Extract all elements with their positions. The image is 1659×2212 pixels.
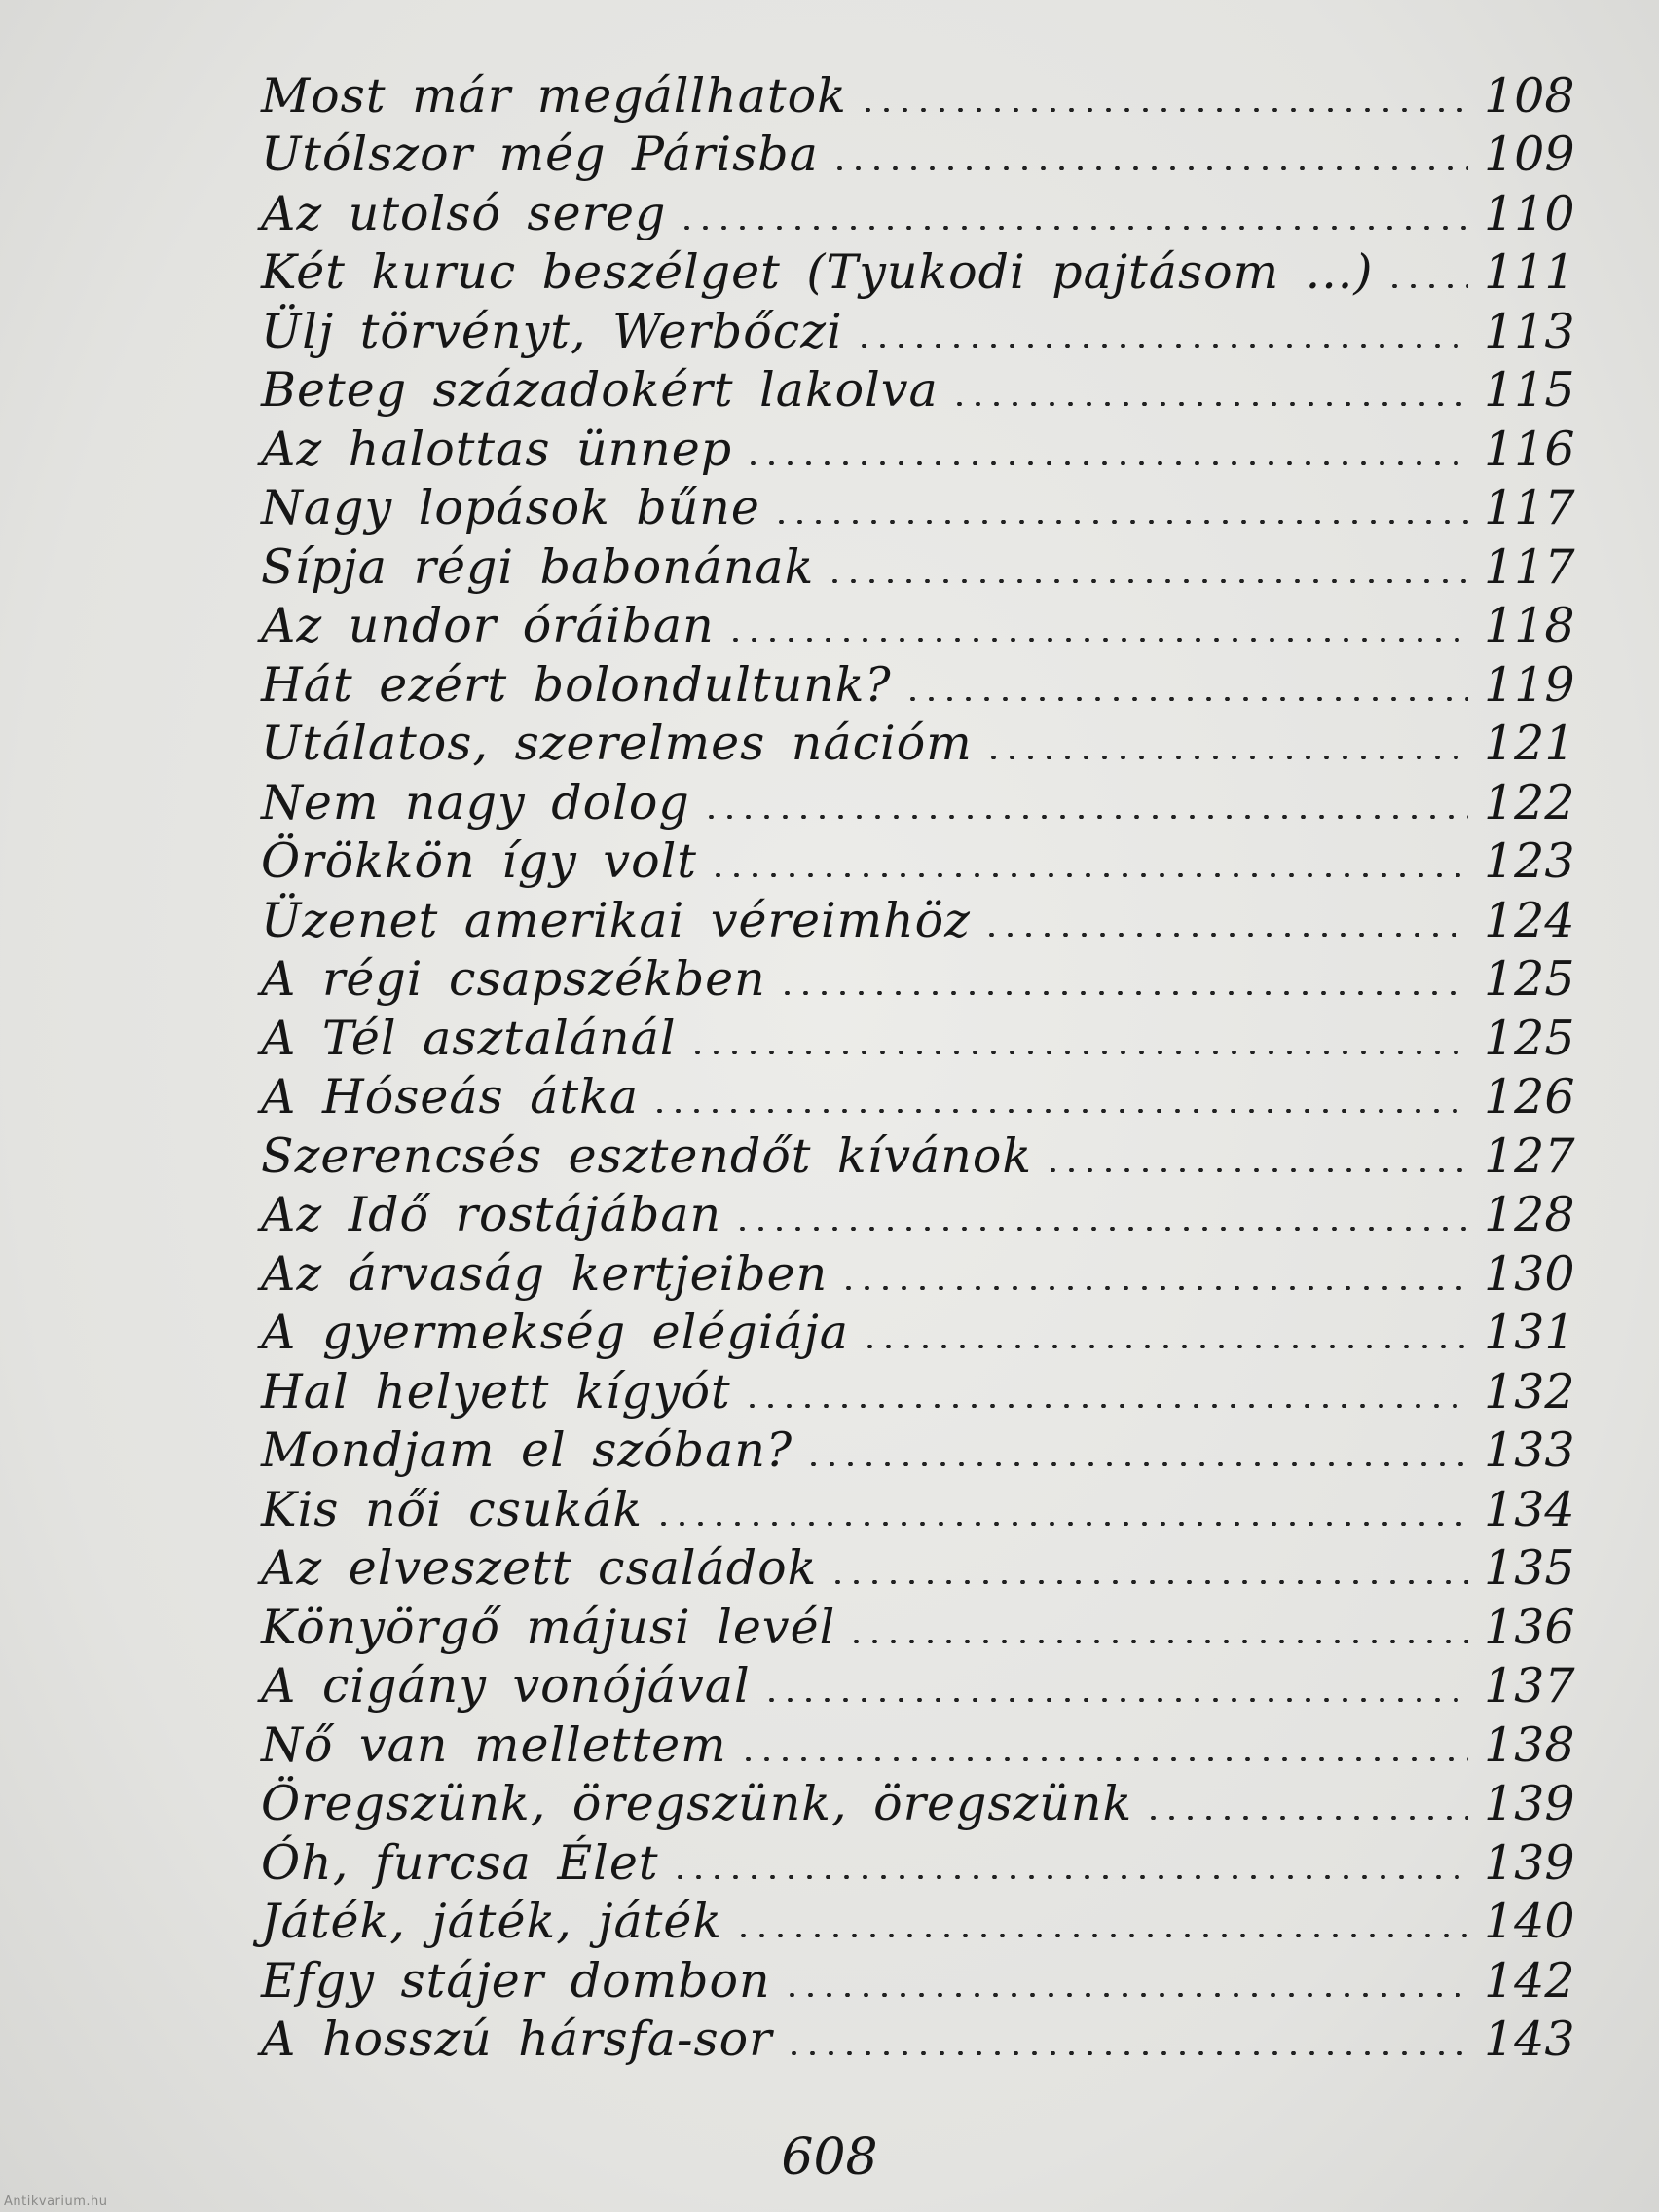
dot-leader bbox=[829, 1580, 1468, 1584]
entry-page-number: 126 bbox=[1484, 1069, 1575, 1124]
entry-title: Nagy lopások bűne bbox=[261, 480, 760, 535]
entry-page-number: 143 bbox=[1484, 2011, 1575, 2067]
entry-page-number: 113 bbox=[1484, 303, 1575, 359]
entry-page-number: 125 bbox=[1484, 951, 1575, 1007]
entry-page-number: 142 bbox=[1484, 1952, 1575, 2009]
entry-page-number: 122 bbox=[1484, 774, 1575, 830]
entry-page-number: 139 bbox=[1484, 1834, 1575, 1891]
dot-leader bbox=[726, 638, 1468, 642]
dot-leader bbox=[847, 1640, 1468, 1643]
toc-entry bbox=[261, 1710, 1575, 1773]
toc-entry bbox=[261, 414, 1575, 477]
entry-title: Az undor óráiban bbox=[261, 598, 715, 653]
entry-title: Az árvaság kertjeiben bbox=[261, 1245, 829, 1302]
entry-page-number: 131 bbox=[1484, 1305, 1575, 1360]
entry-page-number: 111 bbox=[1484, 244, 1575, 300]
entry-page-number: 116 bbox=[1484, 421, 1575, 477]
entry-title: Az elveszett családok bbox=[261, 1540, 818, 1596]
entry-title: Az Idő rostájában bbox=[261, 1187, 722, 1242]
dot-leader bbox=[861, 1345, 1468, 1348]
toc-entry bbox=[261, 1238, 1575, 1302]
dot-leader bbox=[859, 108, 1468, 112]
toc-entry bbox=[261, 296, 1575, 359]
watermark: Antikvarium.hu bbox=[4, 2194, 108, 2209]
dot-leader bbox=[671, 1875, 1468, 1879]
dot-leader bbox=[709, 873, 1468, 877]
toc-entry bbox=[261, 1356, 1575, 1419]
toc-entry bbox=[261, 885, 1575, 948]
dot-leader bbox=[702, 815, 1468, 819]
dot-leader bbox=[839, 1286, 1468, 1290]
entry-title: Hal helyett kígyót bbox=[261, 1363, 731, 1419]
entry-title: Óh, furcsa Élet bbox=[261, 1834, 659, 1891]
entry-page-number: 139 bbox=[1484, 1776, 1575, 1831]
toc-entry bbox=[261, 178, 1575, 241]
entry-title: A gyermekség elégiája bbox=[261, 1305, 849, 1360]
dot-leader bbox=[678, 226, 1468, 230]
entry-title: A Hóseás átka bbox=[261, 1069, 640, 1124]
entry-title: Utólszor még Párisba bbox=[261, 127, 819, 182]
entry-title: Könyörgő májusi levél bbox=[261, 1599, 836, 1655]
dot-leader bbox=[650, 1109, 1468, 1113]
toc-entry bbox=[261, 591, 1575, 653]
entry-page-number: 115 bbox=[1484, 362, 1575, 418]
entry-page-number: 123 bbox=[1484, 833, 1575, 889]
toc-entry bbox=[261, 532, 1575, 595]
toc-entry bbox=[261, 709, 1575, 771]
toc-entry bbox=[261, 1416, 1575, 1478]
entry-title: A régi csapszékben bbox=[261, 951, 766, 1007]
toc-entry bbox=[261, 473, 1575, 535]
dot-leader bbox=[1144, 1816, 1468, 1820]
entry-page-number: 118 bbox=[1484, 598, 1575, 653]
entry-title: Ülj törvényt, Werbőczi bbox=[261, 303, 843, 359]
dot-leader bbox=[762, 1698, 1468, 1702]
entry-title: Szerencsés esztendőt kívánok bbox=[261, 1127, 1033, 1184]
entry-title: Az utolsó sereg bbox=[261, 185, 667, 241]
toc-entry bbox=[261, 1827, 1575, 1891]
entry-title: Kis női csukák bbox=[261, 1481, 644, 1537]
toc-entry bbox=[261, 944, 1575, 1007]
toc-entry bbox=[261, 120, 1575, 182]
toc-entry bbox=[261, 1062, 1575, 1124]
dot-leader bbox=[743, 1404, 1468, 1408]
dot-leader bbox=[734, 1934, 1468, 1937]
dot-leader bbox=[785, 2051, 1468, 2055]
entry-title: Efgy stájer dombon bbox=[261, 1952, 771, 2009]
toc-entry bbox=[261, 1180, 1575, 1242]
dot-leader bbox=[654, 1522, 1468, 1526]
entry-title: Nő van mellettem bbox=[261, 1716, 727, 1773]
table-of-contents bbox=[261, 60, 1575, 2067]
entry-page-number: 109 bbox=[1484, 127, 1575, 182]
toc-entry bbox=[261, 1887, 1575, 1949]
entry-title: A Tél asztalánál bbox=[261, 1010, 677, 1066]
toc-entry bbox=[261, 60, 1575, 124]
dot-leader bbox=[778, 991, 1468, 995]
toc-entry bbox=[261, 2005, 1575, 2067]
entry-title: Öregszünk, öregszünk, öregszünk bbox=[261, 1776, 1133, 1831]
toc-entry bbox=[261, 355, 1575, 418]
entry-page-number: 121 bbox=[1484, 716, 1575, 771]
toc-entry bbox=[261, 1121, 1575, 1184]
toc-entry bbox=[261, 1003, 1575, 1066]
entry-page-number: 132 bbox=[1484, 1363, 1575, 1419]
dot-leader bbox=[984, 756, 1468, 759]
dot-leader bbox=[1044, 1168, 1468, 1172]
entry-title: Beteg századokért lakolva bbox=[261, 362, 939, 418]
entry-title: Üzenet amerikai véreimhöz bbox=[261, 892, 971, 948]
entry-title: Nem nagy dolog bbox=[261, 774, 690, 830]
entry-page-number: 127 bbox=[1484, 1127, 1575, 1184]
entry-page-number: 124 bbox=[1484, 892, 1575, 948]
dot-leader bbox=[744, 461, 1468, 465]
entry-title: Most már megállhatok bbox=[261, 67, 847, 124]
entry-title: Az halottas ünnep bbox=[261, 421, 733, 477]
toc-entry bbox=[261, 1945, 1575, 2009]
entry-title: Sípja régi babonának bbox=[261, 538, 815, 595]
entry-page-number: 119 bbox=[1484, 656, 1575, 713]
toc-entry bbox=[261, 1474, 1575, 1537]
toc-entry bbox=[261, 1592, 1575, 1655]
entry-page-number: 125 bbox=[1484, 1010, 1575, 1066]
dot-leader bbox=[855, 344, 1468, 348]
toc-entry bbox=[261, 827, 1575, 889]
entry-page-number: 137 bbox=[1484, 1658, 1575, 1714]
entry-page-number: 117 bbox=[1484, 538, 1575, 595]
entry-page-number: 117 bbox=[1484, 480, 1575, 535]
entry-page-number: 110 bbox=[1484, 185, 1575, 241]
dot-leader bbox=[772, 520, 1468, 524]
dot-leader bbox=[783, 1993, 1468, 1997]
entry-page-number: 130 bbox=[1484, 1245, 1575, 1302]
dot-leader bbox=[830, 166, 1468, 170]
dot-leader bbox=[826, 579, 1468, 583]
entry-page-number: 128 bbox=[1484, 1187, 1575, 1242]
entry-title: Játék, játék, játék bbox=[261, 1894, 723, 1949]
toc-entry bbox=[261, 649, 1575, 713]
entry-title: Örökkön így volt bbox=[261, 833, 697, 889]
toc-entry bbox=[261, 1533, 1575, 1596]
entry-page-number: 138 bbox=[1484, 1716, 1575, 1773]
toc-entry bbox=[261, 1298, 1575, 1360]
dot-leader bbox=[982, 933, 1468, 937]
toc-entry bbox=[261, 1651, 1575, 1714]
toc-entry bbox=[261, 1769, 1575, 1831]
entry-title: A cigány vonójával bbox=[261, 1658, 751, 1714]
dot-leader bbox=[950, 402, 1468, 406]
entry-title: Hát ezért bolondultunk? bbox=[261, 656, 892, 713]
entry-page-number: 135 bbox=[1484, 1540, 1575, 1596]
page-number: 608 bbox=[781, 2128, 878, 2187]
entry-page-number: 136 bbox=[1484, 1599, 1575, 1655]
entry-page-number: 140 bbox=[1484, 1894, 1575, 1949]
dot-leader bbox=[739, 1757, 1468, 1761]
entry-page-number: 133 bbox=[1484, 1422, 1575, 1478]
entry-page-number: 134 bbox=[1484, 1481, 1575, 1537]
dot-leader bbox=[804, 1462, 1468, 1466]
dot-leader bbox=[1385, 284, 1469, 288]
dot-leader bbox=[903, 697, 1468, 701]
dot-leader bbox=[733, 1227, 1468, 1231]
entry-title: Mondjam el szóban? bbox=[261, 1422, 793, 1478]
toc-entry bbox=[261, 767, 1575, 830]
entry-title: Két kuruc beszélget (Tyukodi pajtásom ...) bbox=[261, 244, 1374, 300]
entry-title: A hosszú hársfa-sor bbox=[261, 2011, 773, 2067]
toc-entry bbox=[261, 238, 1575, 300]
entry-page-number: 108 bbox=[1484, 67, 1575, 124]
dot-leader bbox=[688, 1051, 1469, 1054]
entry-title: Utálatos, szerelmes nációm bbox=[261, 716, 973, 771]
